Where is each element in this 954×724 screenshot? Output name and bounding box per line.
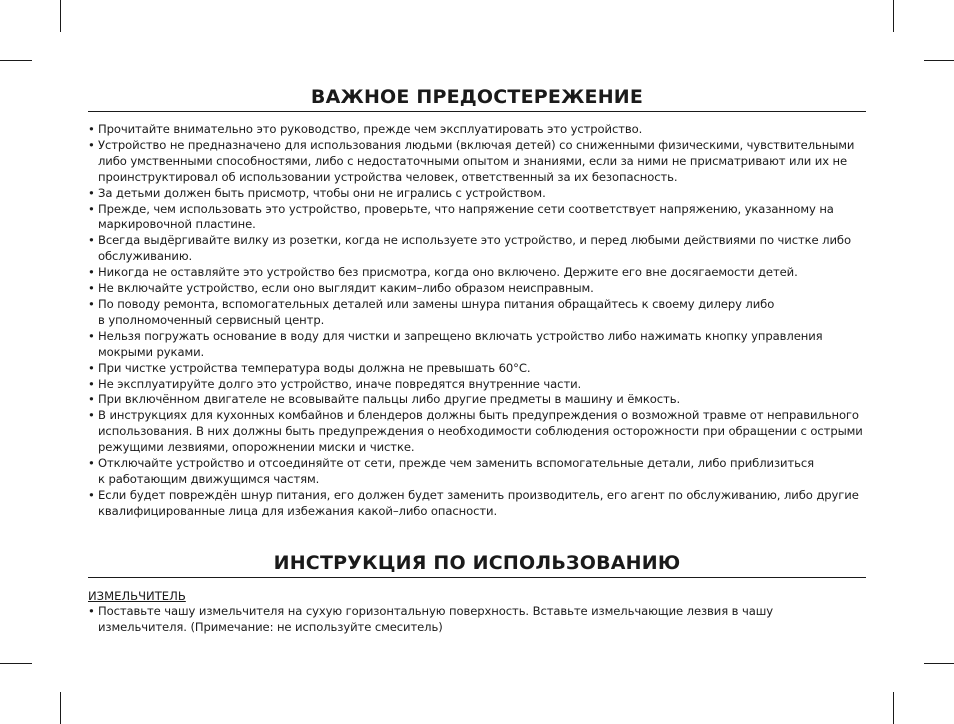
crop-mark-top-left-horizontal — [0, 60, 32, 61]
document-content — [88, 84, 866, 635]
crop-mark-bottom-left-vertical — [60, 692, 61, 724]
warning-item: • Всегда выдёргивайте вилку из розетки, когда не используете это устройство, и перед любыми действиями по чистке либо обслуживанию. — [88, 233, 851, 264]
warning-item: • Никогда не оставляйте это устройство без присмотра, когда оно включено. Держите его вне досягаемости детей. — [88, 265, 798, 280]
instructions-list — [88, 604, 866, 636]
bullet-icon: • — [88, 185, 95, 200]
warning-section — [88, 84, 866, 520]
warning-item: • Прежде, чем использовать это устройство, проверьте, что напряжение сети соответствует напряжению, указанному на маркировочной пластине. — [88, 201, 834, 232]
warning-item: • Отключайте устройство и отсоединяйте от сети, прежде чем заменить вспомогательные детали, либо приблизиться к работающим движущимся частям. — [88, 456, 815, 486]
bullet-icon: • — [88, 137, 95, 152]
bullet-icon: • — [88, 122, 95, 136]
instructions-title: ИНСТРУКЦИЯ ПО ИСПОЛЬЗОВАНИЮ — [273, 551, 681, 574]
warning-item: • Прочитайте внимательно это руководство, прежде чем эксплуатировать это устройство. — [88, 122, 643, 136]
warning-item: • Нельзя погружать основание в воду для чистки и запрещено включать устройство либо нажимать кнопку управления мокрыми руками. — [88, 328, 823, 359]
warning-item: • При чистке устройства температура воды должна не превышать 60°С. — [88, 360, 531, 375]
bullet-icon: • — [88, 456, 95, 471]
instruction-item: • Поставьте чашу измельчителя на сухую горизонтальную поверхность. Вставьте измельчающие лезвия в чашу измельчителя. (Примечание: не используйте смеситель) — [88, 603, 774, 634]
warning-title: ВАЖНОЕ ПРЕДОСТЕРЕЖЕНИЕ — [310, 86, 644, 108]
bullet-icon: • — [88, 408, 95, 423]
bullet-icon: • — [88, 360, 95, 375]
warning-item: • Устройство не предназначено для использования людьми (включая детей) со сниженными физическими, чувствительными либо умственными способностями, либо с недостаточными опытом и знаниями, если за ними не присматривают или их не проинструктировал об использовании устройства человек, ответственный за их безопасность. — [88, 137, 855, 184]
bullet-icon: • — [88, 233, 95, 248]
instructions-section — [88, 550, 866, 636]
warning-item: • Не включайте устройство, если оно выглядит каким–либо образом неисправным. — [88, 281, 594, 296]
warning-item: • За детьми должен быть присмотр, чтобы они не игрались с устройством. — [88, 185, 546, 200]
instructions-title-rule — [88, 577, 866, 578]
crop-mark-bottom-left-horizontal — [0, 663, 32, 664]
warning-item: • По поводу ремонта, вспомогательных деталей или замены шнура питания обращайтесь к своему дилеру либо в уполномоченный сервисный центр. — [88, 296, 775, 327]
bullet-icon: • — [88, 487, 95, 502]
crop-mark-top-left-vertical — [60, 0, 61, 32]
bullet-icon: • — [88, 392, 95, 407]
warning-item: • При включённом двигателе не всовывайте пальцы либо другие предметы в машину и ёмкость. — [88, 392, 681, 407]
crop-mark-bottom-right-horizontal — [924, 663, 954, 664]
chopper-subheading: ИЗМЕЛЬЧИТЕЛЬ — [88, 588, 186, 603]
bullet-icon: • — [88, 201, 95, 216]
bullet-icon: • — [88, 265, 95, 280]
bullet-icon: • — [88, 281, 95, 296]
crop-mark-top-right-vertical — [893, 0, 894, 32]
crop-mark-top-right-horizontal — [924, 60, 954, 61]
warning-list — [88, 122, 866, 520]
bullet-icon: • — [88, 296, 95, 311]
warning-title-rule — [88, 111, 866, 112]
bullet-icon: • — [88, 603, 95, 618]
warning-item: • В инструкциях для кухонных комбайнов и блендеров должны быть предупреждения о возможной травме от неправильного использования. В них должны быть предупреждения о необходимости соблюдения осторожности при обращении с острыми режущими лезвиями, опорожнении миски и чистке. — [88, 408, 863, 455]
crop-mark-bottom-right-vertical — [893, 692, 894, 724]
bullet-icon: • — [88, 328, 95, 343]
warning-item: • Не эксплуатируйте долго это устройство, иначе повредятся внутренние части. — [88, 376, 582, 391]
bullet-icon: • — [88, 376, 95, 391]
warning-item: • Если будет повреждён шнур питания, его должен будет заменить производитель, его агент по обслуживанию, либо другие квалифицированные лица для избежания какой–либо опасности. — [88, 487, 859, 518]
